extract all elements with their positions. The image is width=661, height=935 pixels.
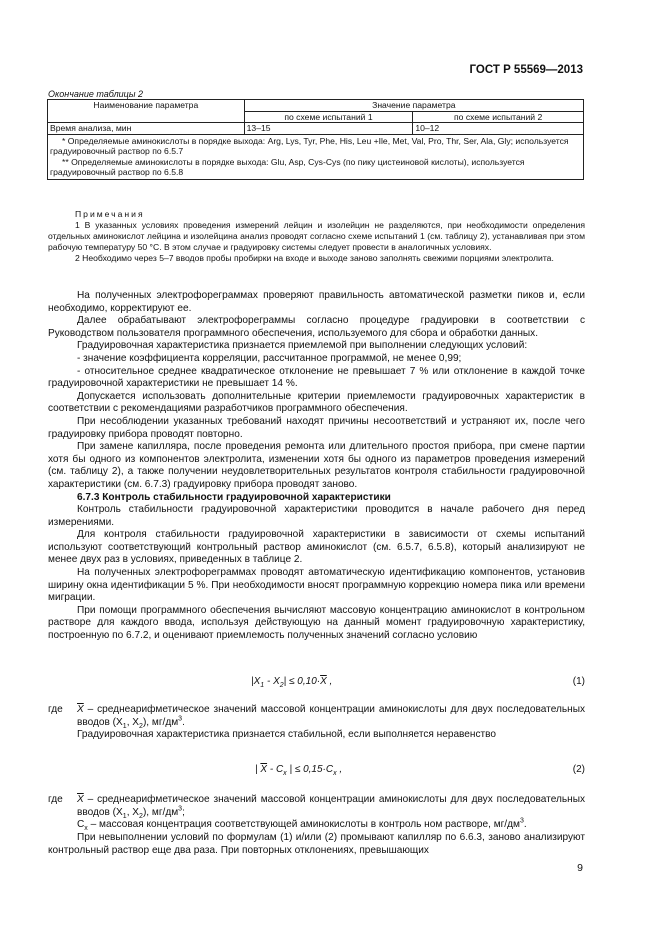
formula-1-number: (1) (572, 676, 585, 687)
where-label: где (48, 794, 63, 805)
where-label: где (48, 704, 63, 715)
formula-2-number: (2) (572, 764, 585, 775)
note-1: 1 В указанных условиях проведения измерений лейцин и изолейцин не разделяются, при необходимости определения отдельных аминокислот лейцина и изолейцина анализ проводят согласно схеме испытаний 1 (см. таблицу 2), устанавливая при этом рабочую температуру 50 °С. В этом случае и градуировку системы следует провести в аналогичных условиях. (48, 220, 585, 252)
note-2: 2 Необходимо через 5–7 вводов пробы пробирки на входе и выходе заново заполнять свежими порциями электролита. (75, 253, 554, 263)
notes-block (48, 209, 585, 264)
stability-condition-text: Градуировочная характеристика признается стабильной, если выполняется неравенство (77, 729, 497, 741)
formula-2-expression: | $\overline{X} - C_x$ | ≤ $0,15\cdot C_x$ , (255, 764, 343, 777)
col-value-header: Значение параметра (244, 100, 583, 112)
paragraph: Далее обрабатывают электрофореграммы согласно процедуре градуировки в соответствии с Руководством пользователя программного обеспечения, используемого для сбора и обработки данных. (48, 315, 585, 339)
paragraph: Допускается использовать дополнительные критерии приемлемости градуировочных характеристик в соответствии с рекомендациями разработчиков программного обеспечения. (48, 390, 585, 415)
table-2 (47, 99, 584, 180)
paragraph: - относительное среднее квадратическое отклонение не превышает 7 % или отклонение в каждой точке градуировочной характеристики не превышает 14 %. (48, 365, 585, 390)
table-row (48, 123, 584, 135)
paragraph: При помощи программного обеспечения вычисляют массовую концентрацию аминокислот в контрольном растворе для каждого ввода, используя действующую на данный момент градуировочную характеристику, построенную по 6.7.2, и оценивают приемлемость полученных значений согласно условию (48, 604, 585, 642)
table-caption: Окончание таблицы 2 (48, 89, 143, 99)
section-heading-673: 6.7.3 Контроль стабильности градуировочной характеристики (77, 491, 391, 503)
paragraph: При несоблюдении указанных требований находят причины несоответствий и устраняют их, после чего градуировку прибора проводят повторно. (48, 415, 585, 440)
table-footnotes (48, 134, 584, 179)
paragraph: На полученных электрофореграммах проводят автоматическую идентификацию компонентов, установив ширину окна идентификации 5 %. При необходимости вносят программную коррекцию номера пика или времени миграции. (48, 567, 585, 604)
row-value-1: 13–15 (244, 123, 413, 135)
row-value-2: 10–12 (413, 123, 584, 135)
paragraph: Для контроля стабильности градуировочной характеристики в зависимости от схемы испытаний используют соответствующий контрольный раствор аминокислот (см. 6.5.7, 6.5.8), который анализируют не менее двух раз в условиях, приведенных в таблице 2. (48, 529, 585, 566)
row-label: Время анализа, мин (48, 123, 245, 135)
standard-header: ГОСТ Р 55569—2013 (469, 64, 583, 76)
paragraph: При замене капилляра, после проведения ремонта или длительного простоя прибора, при смене партии хотя бы одного из компонентов электролита, изменении хотя бы одного из параметров проведения измерений (см. таблицу 2), а также получении неудовлетворительных результатов контроля стабильности градуировочной характеристики (см. 6.7.3) градуировку прибора проводят заново. (48, 441, 585, 490)
scheme2-header: по схеме испытаний 2 (413, 111, 584, 123)
paragraph: При невыполнении условий по формулам (1) и/или (2) промывают капилляр по 6.6.3, заново анализируют контрольный раствор еще два раза. При повторных отклонениях, превышающих (48, 832, 585, 856)
where-block-1 (48, 704, 585, 744)
page-number: 9 (577, 862, 583, 874)
footnote-2: ** Определяемые аминокислоты в порядке выхода: Glu, Asp, Cys-Cys (по пику цистеиновой кислоты), используется градуировочный раствор по 6.5.8 (50, 156, 525, 177)
paragraph: На полученных электрофореграммах проверяют правильность автоматической разметки пиков и, если необходимо, корректируют ее. (48, 290, 585, 314)
col-name-header: Наименование параметра (48, 100, 245, 123)
scheme1-header: по схеме испытаний 1 (244, 111, 413, 123)
where-block-2 (48, 794, 585, 834)
body-text (48, 290, 585, 643)
where-2-definition: $\overline{X}$ – среднеарифметическое значений массовой концентрации аминокислоты для двух последовательных вводов ($X_1$, $X_2$), $мг/дм^3$; (77, 794, 585, 820)
tail-text (48, 832, 585, 857)
formula-1-expression: $|X_1 - X_2| \le 0,10\cdot\overline{X}$ , (251, 676, 333, 689)
footnote-1: * Определяемые аминокислоты в порядке выхода: Arg, Lys, Tyr, Phe, His, Leu +Ile, Met, Val, Pro, Thr, Ser, Ala, Gly; используется градуировочный раствор по 6.5.7 (50, 135, 569, 156)
cx-definition: $C_x$ – массовая концентрация соответствующей аминокислоты в контроль ном растворе, $мг/дм^3$. (77, 817, 527, 833)
paragraph: - значение коэффициента корреляции, рассчитанное программой, не менее 0,99; (77, 352, 462, 364)
formula-2 (48, 764, 585, 778)
paragraph: Контроль стабильности градуировочной характеристики проводится в начале рабочего дня перед измерениями. (48, 504, 585, 528)
notes-heading: Примечания (75, 209, 145, 219)
formula-1 (48, 676, 585, 690)
paragraph: Градуировочная характеристика признается приемлемой при выполнении следующих условий: (77, 340, 528, 352)
where-1-definition: $\overline{X}$ – среднеарифметическое значений массовой концентрации аминокислоты для двух последовательных вводов ($X_1$, $X_2$), $мг/дм^3$. (77, 704, 585, 730)
